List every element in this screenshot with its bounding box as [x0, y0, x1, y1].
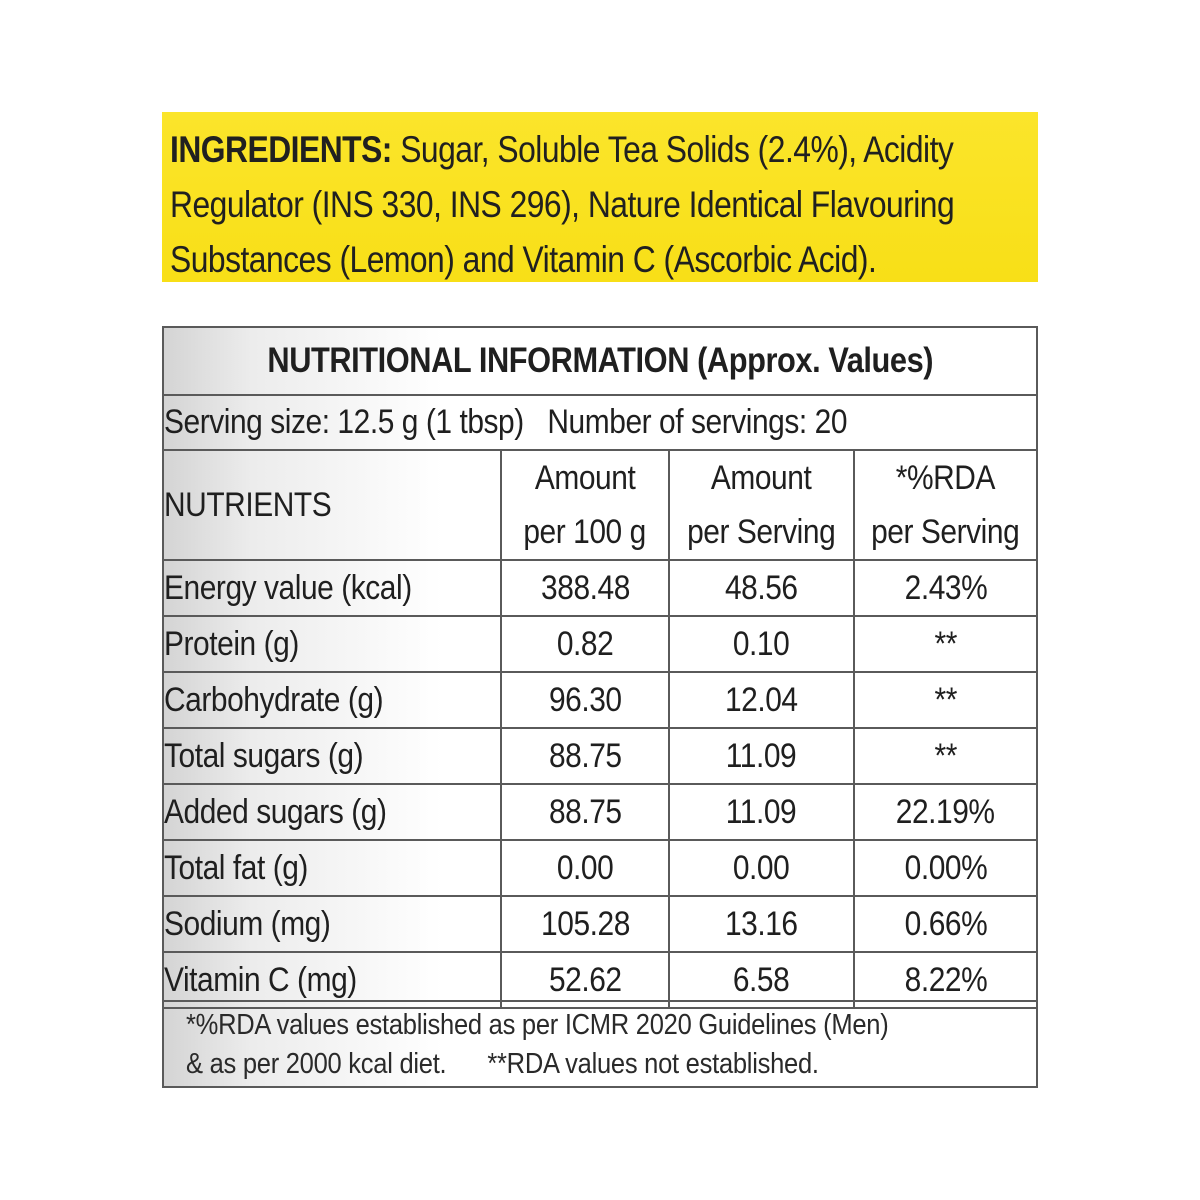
nutrient-rda: **: [934, 681, 957, 719]
header-per100-line2: per 100 g: [523, 513, 647, 551]
nutrient-rda: 22.19%: [896, 793, 995, 831]
table-row: [164, 616, 1036, 672]
nutrient-perserving: 11.09: [726, 793, 797, 831]
nutrient-rda: **: [934, 737, 957, 775]
nutrient-perserving: 48.56: [725, 569, 798, 607]
nutrient-rda: 8.22%: [904, 961, 987, 999]
nutrient-per100: 88.75: [548, 737, 622, 775]
header-nutrients: NUTRIENTS: [164, 486, 332, 524]
header-rda: [854, 450, 1036, 560]
nutrient-per100: 52.62: [548, 961, 622, 999]
footnote-line-1: *%RDA values established as per ICMR 2020 Guidelines (Men): [186, 1009, 889, 1041]
header-per100: [501, 450, 669, 560]
serving-info: [164, 403, 847, 442]
nutrient-name: Carbohydrate (g): [164, 681, 384, 719]
nutrient-name: Total sugars (g): [164, 737, 364, 775]
ingredients-label: INGREDIENTS:: [170, 129, 392, 170]
nutrient-perserving: 13.16: [725, 905, 798, 943]
nutrient-rda: 2.43%: [904, 569, 987, 607]
ingredients-panel: [162, 112, 1038, 282]
nutrition-title-row: [164, 328, 1036, 395]
table-row: [164, 896, 1036, 952]
nutrient-name: Protein (g): [164, 625, 299, 663]
nutrition-title: NUTRITIONAL INFORMATION (Approx. Values): [267, 341, 933, 380]
header-rda-line1: *%RDA: [895, 459, 996, 497]
header-row: [164, 450, 1036, 560]
table-row: [164, 672, 1036, 728]
nutrient-per100: 0.82: [556, 625, 614, 663]
nutrient-perserving: 6.58: [733, 961, 790, 999]
nutrient-rda: 0.00%: [904, 849, 987, 887]
header-perserving-line2: per Serving: [687, 513, 836, 551]
nutrient-per100: 96.30: [548, 681, 622, 719]
servings-count: Number of servings: 20: [547, 403, 848, 441]
nutrient-per100: 388.48: [540, 569, 630, 607]
nutrient-perserving: 0.10: [733, 625, 790, 663]
table-row: [164, 784, 1036, 840]
nutrient-rda: 0.66%: [904, 905, 987, 943]
table-row: [164, 560, 1036, 616]
table-row: [164, 840, 1036, 896]
nutrient-name: Energy value (kcal): [164, 569, 412, 607]
table-row: [164, 728, 1036, 784]
header-rda-line2: per Serving: [871, 513, 1020, 551]
header-per100-line1: Amount: [534, 459, 636, 497]
nutrient-per100: 88.75: [548, 793, 622, 831]
serving-row: [164, 395, 1036, 450]
nutrient-perserving: 11.09: [726, 737, 797, 775]
table-footnote: [164, 1000, 1036, 1086]
nutrient-name: Sodium (mg): [164, 905, 331, 943]
nutrient-name: Total fat (g): [164, 849, 308, 887]
header-perserving: [669, 450, 854, 560]
nutrition-table: [164, 328, 1036, 1009]
nutrient-per100: 105.28: [540, 905, 630, 943]
header-perserving-line1: Amount: [711, 459, 812, 497]
nutrient-perserving: 0.00: [733, 849, 790, 887]
ingredients-list: Sugar, Soluble Tea Solids (2.4%), Acidity Regulator (INS 330, INS 296), Nature Identical Flavouring Substances (Lemon) and Vitamin C (Ascorbic Acid).: [170, 129, 955, 280]
nutrient-name: Vitamin C (mg): [164, 961, 357, 999]
serving-size: Serving size: 12.5 g (1 tbsp): [164, 403, 524, 441]
nutrient-per100: 0.00: [556, 849, 614, 887]
nutrition-table-panel: [162, 326, 1038, 1088]
nutrient-name: Added sugars (g): [164, 793, 387, 831]
ingredients-text: [170, 122, 1039, 287]
nutrient-perserving: 12.04: [725, 681, 798, 719]
nutrient-rda: **: [934, 625, 957, 663]
footnote-line-2: & as per 2000 kcal diet. **RDA values not established.: [186, 1048, 819, 1080]
